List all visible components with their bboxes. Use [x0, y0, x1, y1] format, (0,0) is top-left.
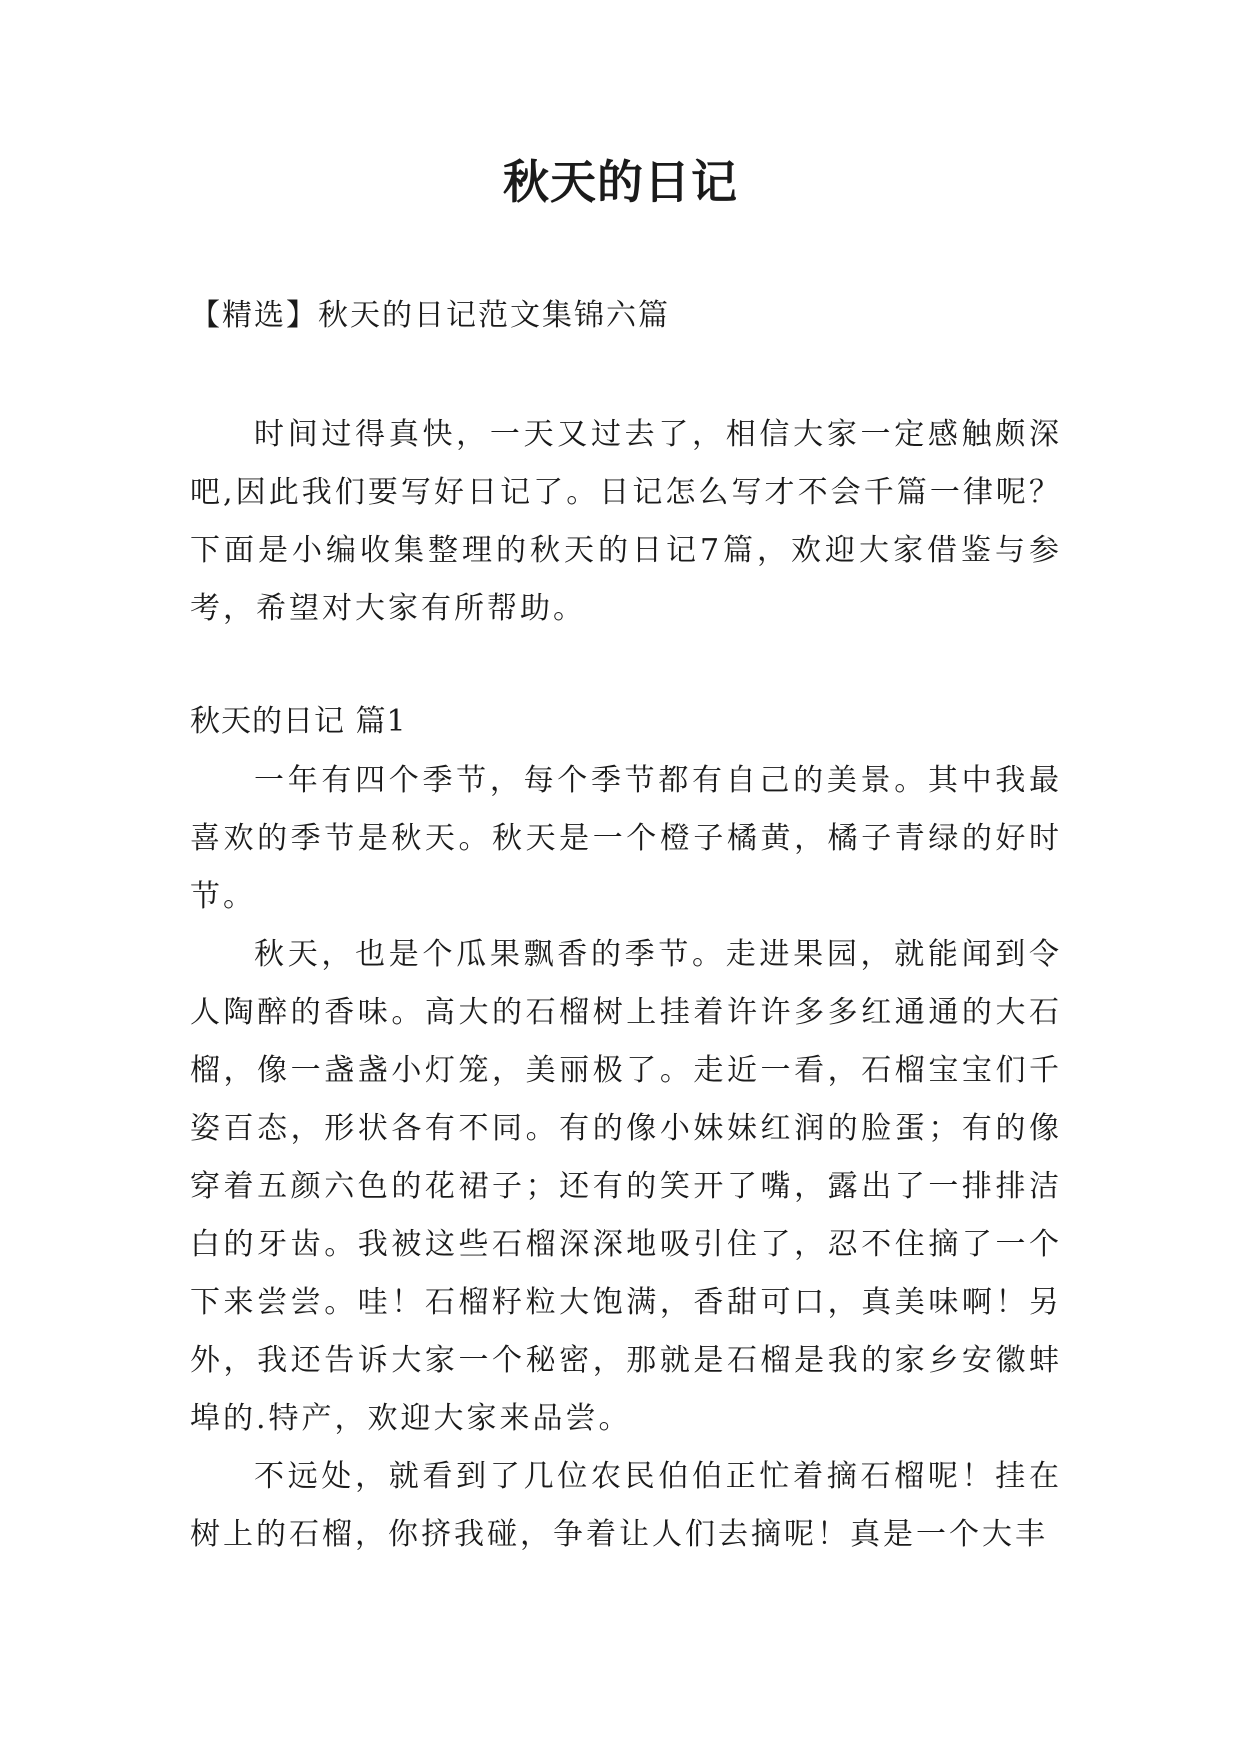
- section-heading: 秋天的日记 篇1: [190, 704, 407, 739]
- document-subtitle: 【精选】秋天的日记范文集锦六篇: [190, 298, 670, 333]
- intro-paragraph: 时间过得真快，一天又过去了，相信大家一定感触颇深吧,因此我们要写好日记了。日记怎么写才不会千篇一律呢？下面是小编收集整理的秋天的日记7篇，欢迎大家借鉴与参考，希望对大家有所帮助。: [190, 417, 1062, 626]
- document-title: 秋天的日记: [503, 155, 738, 209]
- intro-block: [190, 406, 1062, 638]
- paragraph-2: 秋天，也是个瓜果飘香的季节。走进果园，就能闻到令人陶醉的香味。高大的石榴树上挂着许许多多红通通的大石榴，像一盏盏小灯笼，美丽极了。走近一看，石榴宝宝们千姿百态，形状各有不同。有的像小妹妹红润的脸蛋；有的像穿着五颜六色的花裙子；还有的笑开了嘴，露出了一排排洁白的牙齿。我被这些石榴深深地吸引住了，忍不住摘了一个下来尝尝。哇！石榴籽粒大饱满，香甜可口，真美味啊！另外，我还告诉大家一个秘密，那就是石榴是我的家乡安徽蚌埠的.特产，欢迎大家来品尝。: [190, 937, 1062, 1436]
- diary-body: [190, 752, 1062, 1564]
- paragraph-1: 一年有四个季节，每个季节都有自己的美景。其中我最喜欢的季节是秋天。秋天是一个橙子橘黄，橘子青绿的好时节。: [190, 763, 1062, 914]
- paragraph-3: 不远处，就看到了几位农民伯伯正忙着摘石榴呢！挂在树上的石榴，你挤我碰，争着让人们去摘呢！真是一个大丰: [190, 1459, 1062, 1552]
